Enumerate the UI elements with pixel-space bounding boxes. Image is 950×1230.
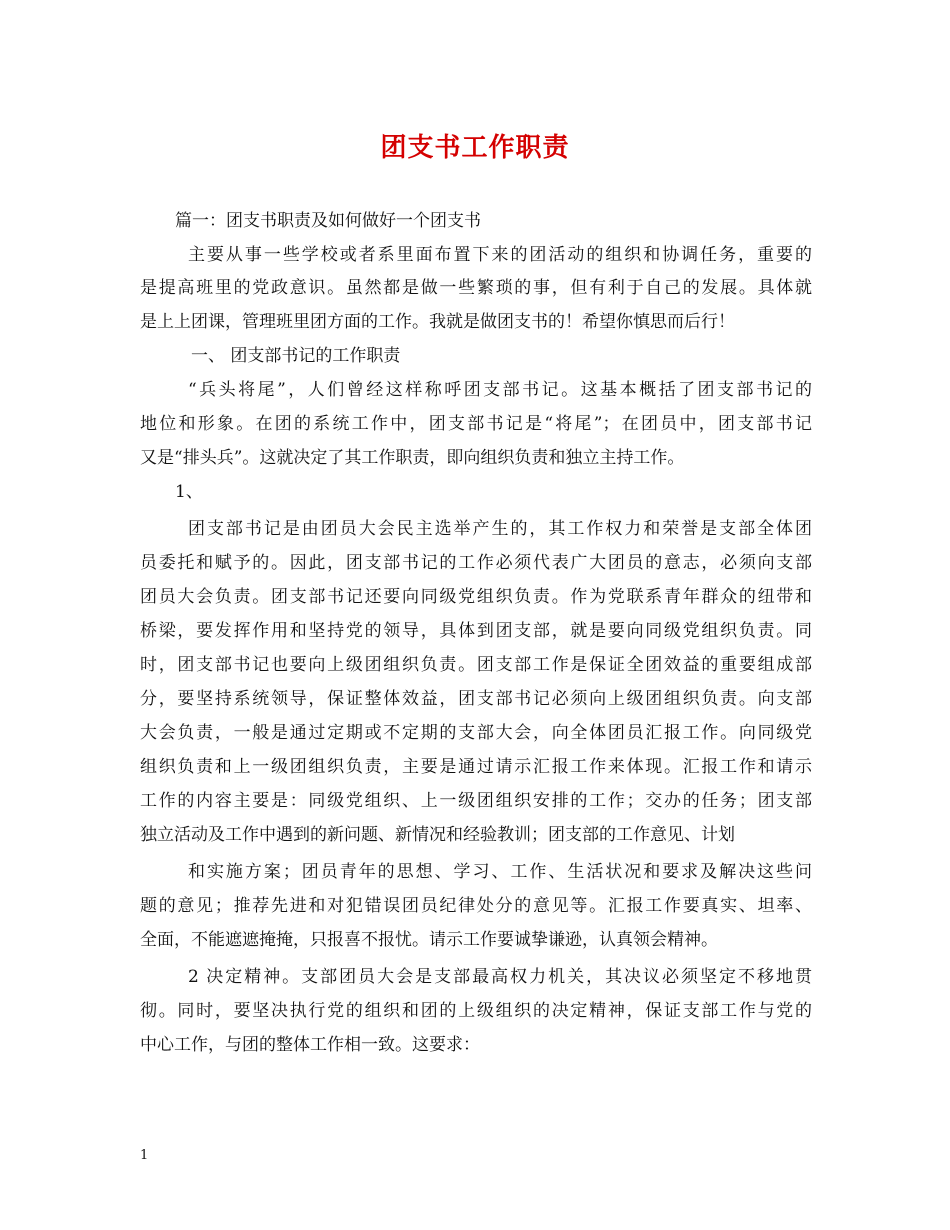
- paragraph-line: 组织负责和上一级团组织负责，主要是通过请示汇报工作来体现。汇报工作和请示: [140, 757, 812, 777]
- paragraph-line: 团支部书记是由团员大会民主选举产生的，其工作权力和荣誉是支部全体团: [188, 519, 812, 539]
- subsection-heading: 一、 团支部书记的工作职责: [191, 346, 401, 366]
- paragraph-line: 大会负责，一般是通过定期或不定期的支部大会，向全体团员汇报工作。向同级党: [140, 723, 812, 743]
- paragraph-line: 又是“排头兵”。这就决定了其工作职责，即向组织负责和独立主持工作。: [140, 448, 685, 468]
- paragraph-line: 主要从事一些学校或者系里面布置下来的团活动的组织和协调任务，重要的: [188, 245, 812, 265]
- paragraph-line: 员委托和赋予的。因此，团支部书记的工作必须代表广大团员的意志，必须向支部: [140, 553, 812, 573]
- paragraph-line: 地位和形象。在团的系统工作中，团支部书记是“将尾”；在团员中，团支部书记: [140, 414, 812, 434]
- paragraph-line: 2 决定精神。支部团员大会是支部最高权力机关，其决议必须坚定不移地贯: [188, 967, 812, 987]
- paragraph-line: “兵头将尾”，人们曾经这样称呼团支部书记。这基本概括了团支部书记的: [188, 380, 812, 400]
- paragraph-line: 和实施方案；团员青年的思想、学习、工作、生活状况和要求及解决这些问: [188, 862, 812, 882]
- paragraph-line: 时，团支部书记也要向上级团组织负责。团支部工作是保证全团效益的重要组成部: [140, 655, 812, 675]
- paragraph-line: 分，要坚持系统领导，保证整体效益，团支部书记必须向上级团组织负责。向支部: [140, 689, 812, 709]
- paragraph-line: 中心工作，与团的整体工作相一致。这要求：: [140, 1035, 480, 1055]
- list-number: 1、: [175, 482, 203, 502]
- page-number: 1: [140, 1148, 149, 1163]
- paragraph-line: 彻。同时，要坚决执行党的组织和团的上级组织的决定精神，保证支部工作与党的: [140, 1001, 812, 1021]
- paragraph-line: 题的意见；推荐先进和对犯错误团员纪律处分的意见等。汇报工作要真实、坦率、: [140, 896, 812, 916]
- section-heading: 篇一：团支书职责及如何做好一个团支书: [175, 211, 481, 231]
- page-title: 团支书工作职责: [380, 133, 570, 163]
- paragraph-line: 工作的内容主要是：同级党组织、上一级团组织安排的工作；交办的任务；团支部: [140, 791, 812, 811]
- paragraph-line: 是上上团课，管理班里团方面的工作。我就是做团支书的！希望你慎思而后行！: [140, 312, 735, 332]
- paragraph-line: 全面，不能遮遮掩掩，只报喜不报忧。请示工作要诚挚谦逊，认真领会精神。: [140, 930, 718, 950]
- paragraph-line: 独立活动及工作中遇到的新问题、新情况和经验教训；团支部的工作意见、计划: [140, 825, 735, 845]
- paragraph-line: 是提高班里的党政意识。虽然都是做一些繁琐的事，但有利于自己的发展。具体就: [140, 278, 812, 298]
- paragraph-line: 桥梁，要发挥作用和坚持党的领导，具体到团支部，就是要向同级党组织负责。同: [140, 621, 812, 641]
- paragraph-line: 团员大会负责。团支部书记还要向同级党组织负责。作为党联系青年群众的纽带和: [140, 587, 812, 607]
